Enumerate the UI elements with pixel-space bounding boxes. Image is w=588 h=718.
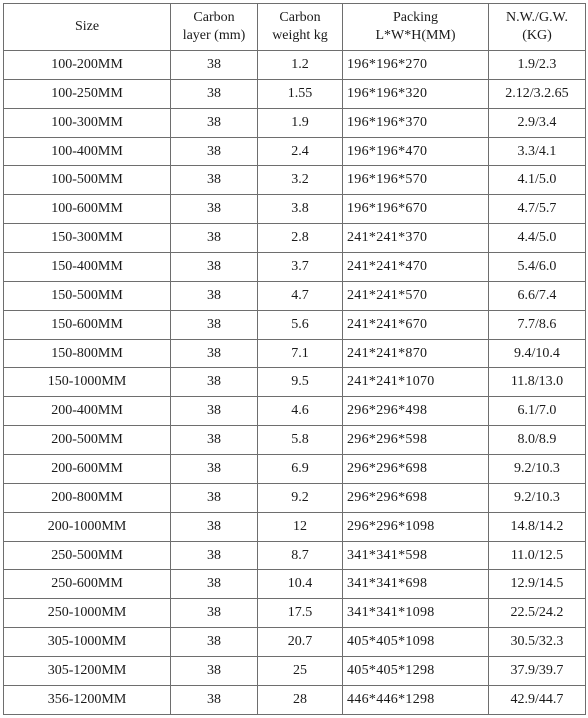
table-row (4, 368, 586, 397)
header-packing-line1: Packing (392, 10, 439, 25)
cell-carbon-layer: 38 (171, 570, 258, 599)
header-carbon-weight (258, 4, 343, 51)
cell-size: 100-200MM (4, 51, 171, 80)
table-row (4, 483, 586, 512)
cell-nw-gw: 30.5/32.3 (489, 628, 586, 657)
table-row (4, 108, 586, 137)
cell-carbon-layer: 38 (171, 397, 258, 426)
cell-size: 250-1000MM (4, 599, 171, 628)
cell-nw-gw: 12.9/14.5 (489, 570, 586, 599)
cell-carbon-layer: 38 (171, 224, 258, 253)
cell-packing: 296*296*1098 (343, 512, 489, 541)
cell-packing: 196*196*670 (343, 195, 489, 224)
cell-packing: 405*405*1298 (343, 657, 489, 686)
table-header (4, 4, 586, 51)
cell-size: 150-800MM (4, 339, 171, 368)
header-packing (343, 4, 489, 51)
table-row (4, 512, 586, 541)
table-row (4, 253, 586, 282)
cell-packing: 241*241*570 (343, 281, 489, 310)
cell-carbon-weight: 2.8 (258, 224, 343, 253)
cell-size: 305-1200MM (4, 657, 171, 686)
cell-nw-gw: 9.2/10.3 (489, 455, 586, 484)
cell-carbon-weight: 5.6 (258, 310, 343, 339)
cell-carbon-weight: 4.6 (258, 397, 343, 426)
cell-nw-gw: 5.4/6.0 (489, 253, 586, 282)
cell-packing: 196*196*320 (343, 79, 489, 108)
cell-carbon-weight: 3.8 (258, 195, 343, 224)
header-carbon-layer-line2: layer (mm) (182, 28, 246, 43)
table-row (4, 195, 586, 224)
cell-size: 305-1000MM (4, 628, 171, 657)
table-body (4, 51, 586, 715)
cell-packing: 241*241*470 (343, 253, 489, 282)
spec-sheet (3, 3, 585, 715)
cell-carbon-weight: 3.7 (258, 253, 343, 282)
cell-carbon-weight: 1.55 (258, 79, 343, 108)
cell-size: 150-600MM (4, 310, 171, 339)
cell-packing: 241*241*670 (343, 310, 489, 339)
cell-carbon-layer: 38 (171, 657, 258, 686)
header-packing-line2: L*W*H(MM) (375, 28, 456, 43)
table-row (4, 224, 586, 253)
cell-packing: 296*296*698 (343, 483, 489, 512)
cell-nw-gw: 1.9/2.3 (489, 51, 586, 80)
cell-carbon-layer: 38 (171, 541, 258, 570)
cell-packing: 405*405*1098 (343, 628, 489, 657)
table-row (4, 426, 586, 455)
header-nw-gw-line2: (KG) (522, 28, 552, 43)
cell-nw-gw: 6.6/7.4 (489, 281, 586, 310)
cell-carbon-weight: 10.4 (258, 570, 343, 599)
cell-packing: 296*296*598 (343, 426, 489, 455)
cell-size: 150-1000MM (4, 368, 171, 397)
cell-carbon-layer: 38 (171, 166, 258, 195)
cell-nw-gw: 7.7/8.6 (489, 310, 586, 339)
cell-packing: 296*296*698 (343, 455, 489, 484)
cell-packing: 241*241*1070 (343, 368, 489, 397)
table-row (4, 599, 586, 628)
cell-nw-gw: 22.5/24.2 (489, 599, 586, 628)
cell-nw-gw: 8.0/8.9 (489, 426, 586, 455)
table-row (4, 397, 586, 426)
header-carbon-layer-line1: Carbon (193, 10, 235, 25)
cell-packing: 241*241*870 (343, 339, 489, 368)
cell-packing: 446*446*1298 (343, 685, 489, 714)
cell-nw-gw: 9.2/10.3 (489, 483, 586, 512)
cell-carbon-layer: 38 (171, 599, 258, 628)
cell-packing: 196*196*270 (343, 51, 489, 80)
cell-size: 100-300MM (4, 108, 171, 137)
cell-size: 100-500MM (4, 166, 171, 195)
cell-carbon-layer: 38 (171, 79, 258, 108)
table-row (4, 339, 586, 368)
table-row (4, 455, 586, 484)
cell-size: 200-500MM (4, 426, 171, 455)
cell-size: 100-400MM (4, 137, 171, 166)
cell-carbon-layer: 38 (171, 455, 258, 484)
cell-carbon-weight: 1.9 (258, 108, 343, 137)
cell-packing: 341*341*598 (343, 541, 489, 570)
cell-nw-gw: 11.8/13.0 (489, 368, 586, 397)
cell-packing: 196*196*370 (343, 108, 489, 137)
cell-carbon-weight: 28 (258, 685, 343, 714)
cell-nw-gw: 3.3/4.1 (489, 137, 586, 166)
cell-carbon-weight: 1.2 (258, 51, 343, 80)
header-carbon-layer (171, 4, 258, 51)
table-row (4, 628, 586, 657)
cell-size: 200-600MM (4, 455, 171, 484)
cell-size: 200-800MM (4, 483, 171, 512)
cell-carbon-weight: 9.2 (258, 483, 343, 512)
product-spec-table (3, 3, 586, 715)
cell-nw-gw: 11.0/12.5 (489, 541, 586, 570)
cell-carbon-layer: 38 (171, 483, 258, 512)
cell-nw-gw: 14.8/14.2 (489, 512, 586, 541)
table-row (4, 570, 586, 599)
table-row (4, 541, 586, 570)
cell-size: 100-250MM (4, 79, 171, 108)
header-nw-gw (489, 4, 586, 51)
cell-carbon-weight: 2.4 (258, 137, 343, 166)
cell-nw-gw: 42.9/44.7 (489, 685, 586, 714)
cell-packing: 341*341*1098 (343, 599, 489, 628)
cell-carbon-layer: 38 (171, 310, 258, 339)
cell-size: 250-500MM (4, 541, 171, 570)
cell-carbon-weight: 7.1 (258, 339, 343, 368)
cell-carbon-weight: 4.7 (258, 281, 343, 310)
cell-nw-gw: 4.4/5.0 (489, 224, 586, 253)
cell-carbon-layer: 38 (171, 253, 258, 282)
table-row (4, 281, 586, 310)
cell-size: 200-400MM (4, 397, 171, 426)
cell-size: 100-600MM (4, 195, 171, 224)
cell-packing: 296*296*498 (343, 397, 489, 426)
cell-carbon-layer: 38 (171, 685, 258, 714)
cell-carbon-weight: 20.7 (258, 628, 343, 657)
table-row (4, 685, 586, 714)
header-nw-gw-line1: N.W./G.W. (506, 10, 568, 25)
cell-carbon-layer: 38 (171, 281, 258, 310)
cell-packing: 241*241*370 (343, 224, 489, 253)
cell-packing: 196*196*570 (343, 166, 489, 195)
table-row (4, 310, 586, 339)
cell-nw-gw: 9.4/10.4 (489, 339, 586, 368)
table-row (4, 657, 586, 686)
header-size: Size (4, 4, 171, 51)
table-row (4, 166, 586, 195)
cell-nw-gw: 2.9/3.4 (489, 108, 586, 137)
cell-carbon-weight: 3.2 (258, 166, 343, 195)
cell-carbon-weight: 8.7 (258, 541, 343, 570)
cell-carbon-weight: 12 (258, 512, 343, 541)
cell-carbon-layer: 38 (171, 51, 258, 80)
cell-carbon-weight: 6.9 (258, 455, 343, 484)
cell-packing: 196*196*470 (343, 137, 489, 166)
cell-nw-gw: 6.1/7.0 (489, 397, 586, 426)
cell-size: 150-400MM (4, 253, 171, 282)
header-carbon-weight-line2: weight kg (272, 28, 328, 43)
table-row (4, 79, 586, 108)
cell-nw-gw: 2.12/3.2.65 (489, 79, 586, 108)
cell-size: 200-1000MM (4, 512, 171, 541)
cell-size: 150-500MM (4, 281, 171, 310)
cell-nw-gw: 37.9/39.7 (489, 657, 586, 686)
cell-carbon-layer: 38 (171, 426, 258, 455)
cell-size: 150-300MM (4, 224, 171, 253)
cell-carbon-layer: 38 (171, 195, 258, 224)
cell-carbon-weight: 5.8 (258, 426, 343, 455)
cell-nw-gw: 4.1/5.0 (489, 166, 586, 195)
cell-carbon-weight: 25 (258, 657, 343, 686)
cell-nw-gw: 4.7/5.7 (489, 195, 586, 224)
cell-carbon-layer: 38 (171, 108, 258, 137)
cell-carbon-weight: 17.5 (258, 599, 343, 628)
table-row (4, 51, 586, 80)
table-row (4, 137, 586, 166)
cell-carbon-weight: 9.5 (258, 368, 343, 397)
cell-carbon-layer: 38 (171, 512, 258, 541)
cell-packing: 341*341*698 (343, 570, 489, 599)
cell-carbon-layer: 38 (171, 368, 258, 397)
cell-size: 250-600MM (4, 570, 171, 599)
cell-carbon-layer: 38 (171, 339, 258, 368)
cell-carbon-layer: 38 (171, 628, 258, 657)
header-carbon-weight-line1: Carbon (279, 10, 321, 25)
cell-carbon-layer: 38 (171, 137, 258, 166)
cell-size: 356-1200MM (4, 685, 171, 714)
header-row (4, 4, 586, 51)
